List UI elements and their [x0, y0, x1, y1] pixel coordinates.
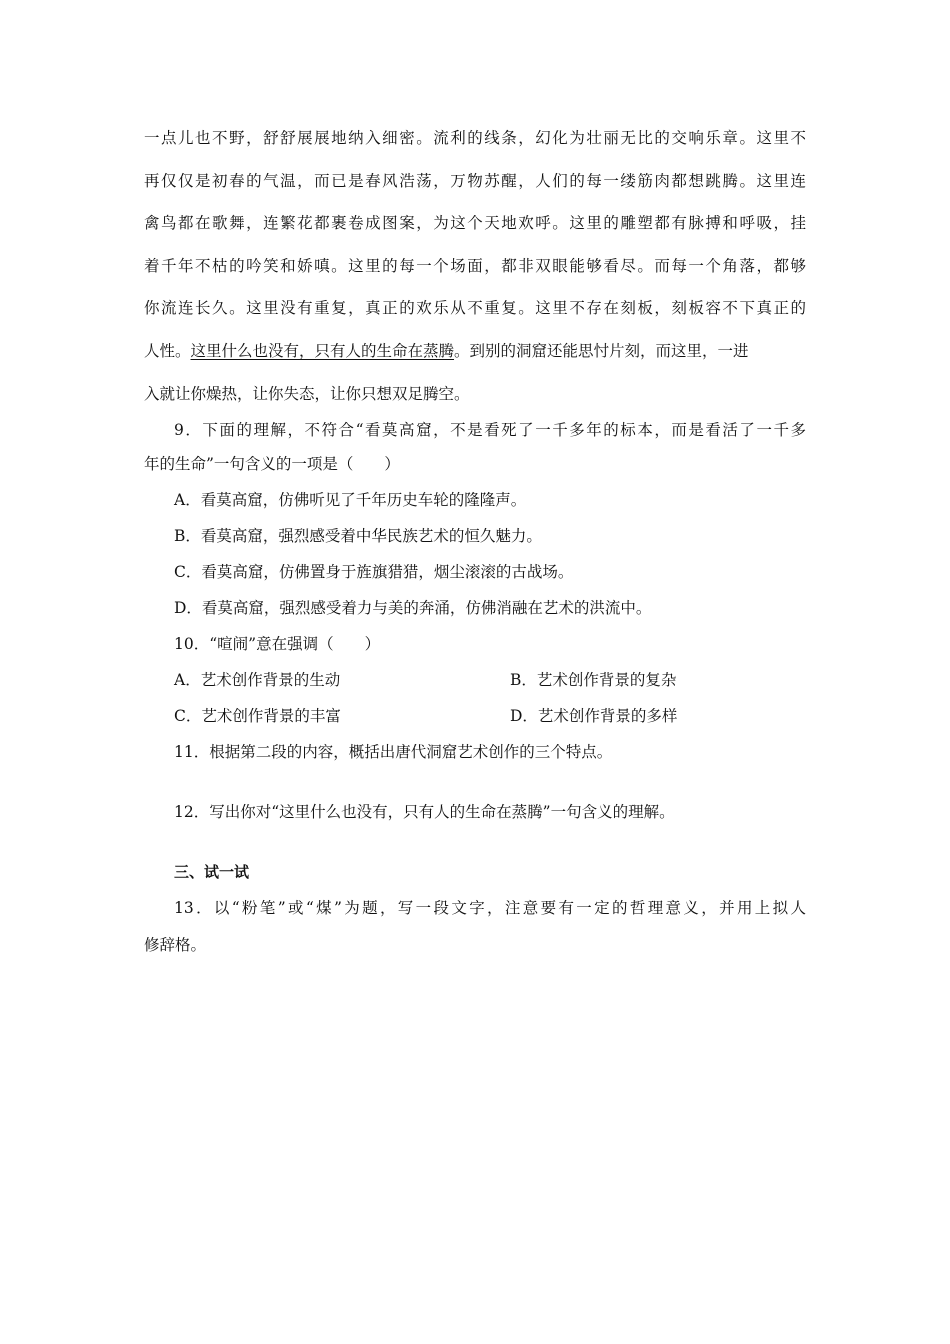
passage-line-5: 你流连长久。这里没有重复，真正的欢乐从不重复。这里不存在刻板，刻板容不下真正的: [144, 299, 806, 317]
passage-line-2: 再仅仅是初春的气温，而已是春风浩荡，万物苏醒，人们的每一缕筋肉都想跳腾。这里连: [144, 172, 806, 190]
underlined-sentence: 这里什么也没有，只有人的生命在蒸腾: [190, 342, 455, 360]
section-3-heading: 三、试一试: [174, 863, 250, 881]
question-12-stem: 12．写出你对“这里什么也没有，只有人的生命在蒸腾”一句含义的理解。: [174, 803, 675, 821]
question-10-option-c: C．艺术创作背景的丰富: [174, 707, 341, 725]
question-11-stem: 11．根据第二段的内容，概括出唐代洞窟艺术创作的三个特点。: [174, 743, 613, 761]
passage-line-6-end: 。到别的洞窟还能思忖片刻，而这里，一进: [454, 342, 749, 360]
question-9-stem-line-2: 年的生命”一句含义的一项是（ ）: [144, 455, 400, 473]
question-10-option-b: B．艺术创作背景的复杂: [510, 671, 677, 689]
question-10-stem: 10．“喧闹”意在强调（ ）: [174, 635, 381, 653]
question-9-option-a: A．看莫高窟，仿佛听见了千年历史车轮的隆隆声。: [174, 491, 527, 509]
passage-line-3: 禽鸟都在歌舞，连繁花都裹卷成图案，为这个天地欢呼。这里的雕塑都有脉搏和呼吸，挂: [144, 214, 806, 232]
question-9-stem-line-1: 9．下面的理解，不符合“看莫高窟，不是看死了一千多年的标本，而是看活了一千多: [174, 421, 806, 439]
passage-line-6: [144, 341, 806, 361]
passage-line-1: 一点儿也不野，舒舒展展地纳入细密。流利的线条，幻化为壮丽无比的交响乐章。这里不: [144, 129, 806, 147]
question-9-option-b: B．看莫高窟，强烈感受着中华民族艺术的恒久魅力。: [174, 527, 542, 545]
question-9-option-d: D．看莫高窟，强烈感受着力与美的奔涌，仿佛消融在艺术的洪流中。: [174, 599, 652, 617]
question-13-stem-line-1: 13．以“粉笔”或“煤”为题，写一段文字，注意要有一定的哲理意义，并用上拟人: [174, 899, 806, 917]
passage-line-7: 入就让你燥热，让你失态，让你只想双足腾空。: [144, 385, 470, 403]
question-10-option-a: A．艺术创作背景的生动: [174, 671, 341, 689]
passage-line-4: 着千年不枯的吟笑和娇嗔。这里的每一个场面，都非双眼能够看尽。而每一个角落，都够: [144, 257, 806, 275]
passage-line-6-start: 人性。: [144, 342, 191, 360]
question-9-option-c: C．看莫高窟，仿佛置身于旌旗猎猎，烟尘滚滚的古战场。: [174, 563, 574, 581]
question-10-option-d: D．艺术创作背景的多样: [510, 707, 678, 725]
question-13-stem-line-2: 修辞格。: [144, 936, 207, 954]
